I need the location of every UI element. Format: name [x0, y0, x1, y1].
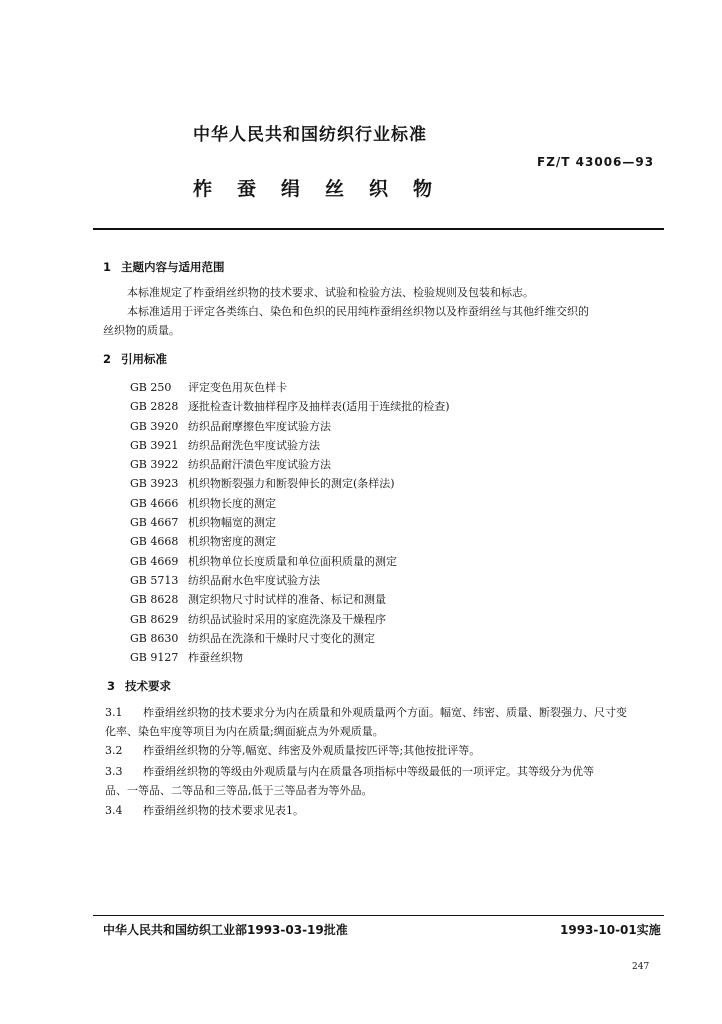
section-number: 1: [103, 260, 112, 274]
clause-number: 3.3: [105, 765, 123, 778]
reference-title: 机织物断裂强力和断裂伸长的测定(条样法): [188, 477, 395, 491]
document-title: 柞蚕绢丝织物: [193, 178, 458, 200]
reference-title: 纺织品耐摩擦色牢度试验方法: [188, 419, 331, 433]
clause-number: 3.2: [105, 744, 123, 757]
reference-title: 机织物密度的测定: [188, 535, 276, 549]
reference-title: 评定变色用灰色样卡: [188, 381, 287, 394]
header-divider: [93, 228, 664, 230]
reference-row: [130, 378, 450, 397]
reference-row: [130, 629, 450, 648]
section-3-heading: [107, 678, 171, 694]
section-2-heading: [103, 351, 167, 367]
reference-code: GB 5713: [130, 573, 179, 587]
section-1-paragraph-1: 本标准规定了柞蚕绢丝织物的技术要求、试验和检验方法、检验规则及包装和标志。: [127, 286, 534, 299]
clause-text: 柞蚕绢丝织物的等级由外观质量与内在质量各项指标中等级最低的一项评定。其等级分为优等: [143, 765, 594, 778]
section-title: 主题内容与适用范围: [121, 260, 225, 274]
reference-row: [130, 455, 450, 474]
reference-code: GB 250: [130, 381, 172, 394]
footer-divider: [93, 915, 664, 916]
reference-row: [130, 571, 450, 590]
clause-3-4: [105, 801, 304, 821]
reference-code: GB 4667: [130, 516, 179, 530]
reference-row: [130, 590, 450, 609]
reference-row: [130, 513, 450, 532]
organization-title: 中华人民共和国纺织行业标准: [193, 125, 427, 145]
page-number: 247: [632, 962, 650, 972]
reference-row: [130, 397, 450, 416]
clause-number: 3.4: [105, 804, 123, 817]
clause-text: 柞蚕绢丝织物的技术要求见表1。: [143, 804, 304, 817]
reference-row: [130, 648, 450, 667]
reference-title: 测定织物尺寸时试样的准备、标记和测量: [188, 593, 386, 607]
reference-title: 纺织品耐汗渍色牢度试验方法: [188, 458, 331, 472]
reference-code: GB 8628: [130, 593, 179, 607]
reference-title: 逐批检查计数抽样程序及抽样表(适用于连续批的检查): [188, 400, 450, 414]
reference-title: 纺织品在洗涤和干燥时尺寸变化的测定: [188, 631, 375, 645]
reference-code: GB 3922: [130, 458, 179, 472]
referenced-standards-list: [130, 378, 450, 667]
reference-code: GB 4668: [130, 535, 179, 549]
reference-code: GB 4669: [130, 554, 179, 568]
reference-code: GB 3923: [130, 477, 179, 491]
reference-row: [130, 552, 450, 571]
reference-title: 纺织品耐洗色牢度试验方法: [188, 438, 320, 452]
section-1-paragraph-2-cont: 丝织物的质量。: [103, 324, 180, 337]
clause-text: 柞蚕绢丝织物的分等,幅宽、纬密及外观质量按匹评等;其他按批评等。: [143, 744, 481, 757]
section-title: 引用标准: [121, 352, 167, 366]
reference-code: GB 3920: [130, 419, 179, 433]
effective-date: 1993-10-01实施: [560, 923, 661, 937]
clause-text: 柞蚕绢丝织物的技术要求分为内在质量和外观质量两个方面。幅宽、纬密、质量、断裂强力、尺寸变: [143, 706, 627, 719]
reference-code: GB 4666: [130, 496, 179, 510]
reference-code: GB 8630: [130, 631, 179, 645]
standard-code: FZ/T 43006—93: [537, 155, 655, 169]
reference-title: 纺织品耐水色牢度试验方法: [188, 573, 320, 587]
section-1-heading: [103, 259, 225, 275]
reference-code: GB 9127: [130, 651, 179, 665]
clause-number: 3.1: [105, 706, 123, 719]
reference-title: 纺织品试验时采用的家庭洗涤及干燥程序: [188, 612, 386, 626]
reference-row: [130, 436, 450, 455]
clause-3-1-cont: 化率、染色牢度等项目为内在质量;绸面疵点为外观质量。: [105, 725, 384, 738]
reference-title: 机织物幅宽的测定: [188, 516, 276, 530]
reference-row: [130, 474, 450, 493]
reference-title: 机织物单位长度质量和单位面积质量的测定: [188, 554, 397, 568]
reference-row: [130, 532, 450, 551]
clause-3-3: [105, 762, 594, 782]
reference-title: 柞蚕丝织物: [188, 651, 243, 665]
section-number: 2: [103, 352, 112, 366]
reference-title: 机织物长度的测定: [188, 496, 276, 510]
reference-code: GB 3921: [130, 438, 179, 452]
reference-row: [130, 610, 450, 629]
approval-line: 中华人民共和国纺织工业部1993-03-19批准: [103, 923, 348, 937]
section-1-paragraph-2: 本标准适用于评定各类练白、染色和色织的民用纯柞蚕绢丝织物以及柞蚕绢丝与其他纤维交织的: [127, 305, 589, 318]
section-title: 技术要求: [125, 679, 171, 693]
clause-3-1: [105, 703, 627, 723]
clause-3-3-cont: 品、一等品、二等品和三等品,低于三等品者为等外品。: [105, 784, 373, 797]
reference-code: GB 2828: [130, 400, 179, 414]
reference-row: [130, 417, 450, 436]
reference-code: GB 8629: [130, 612, 179, 626]
section-number: 3: [107, 679, 116, 693]
clause-3-2: [105, 741, 480, 761]
reference-row: [130, 494, 450, 513]
